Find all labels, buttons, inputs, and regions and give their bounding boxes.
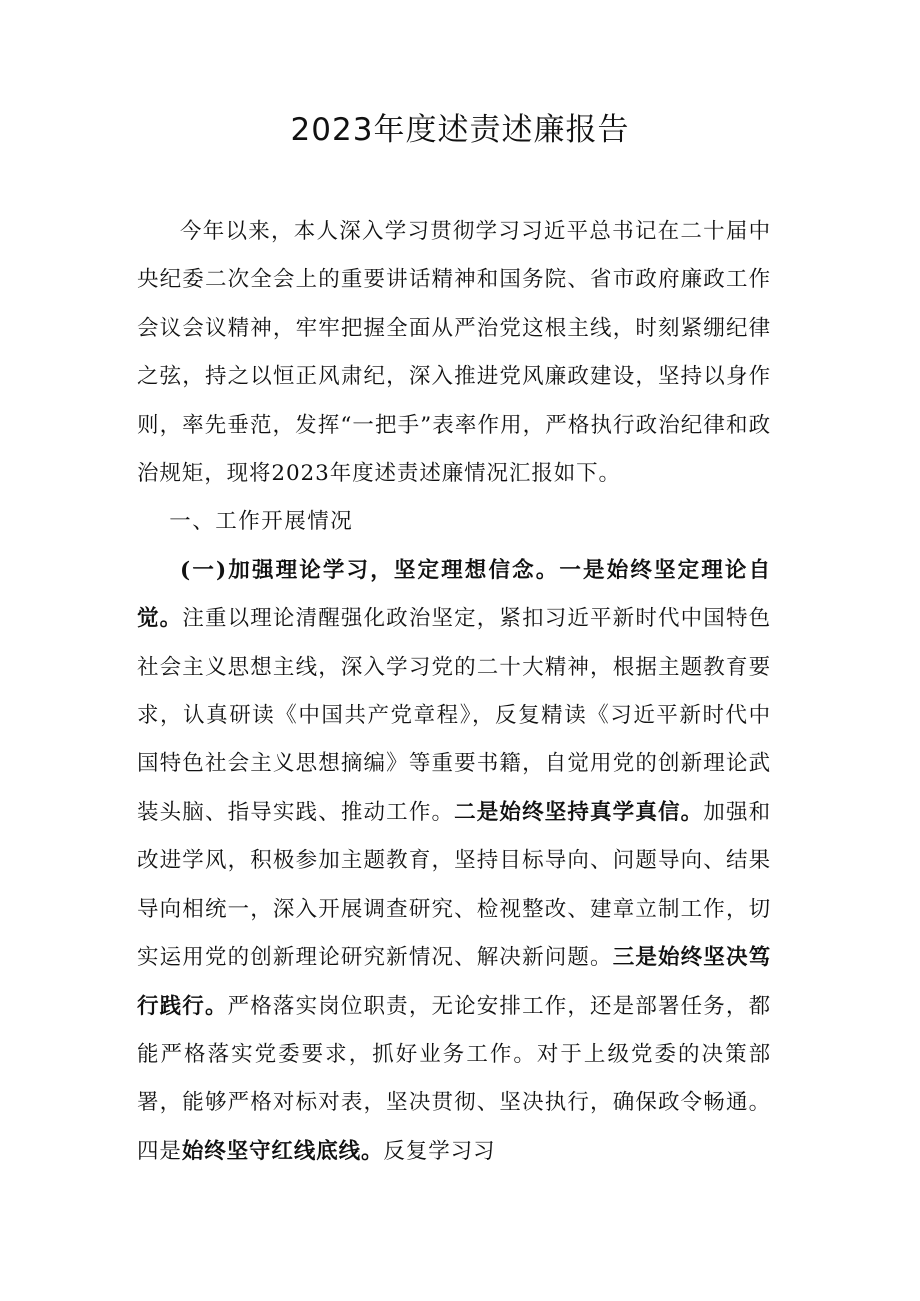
point-1-text: 注重以理论清醒强化政治坚定，紧扣习近平新时代中国特色社会主义思想主线，深入学习党的二十大精神，根据主题教育要求，认真研读《中国共产党章程》，反复精读《习近平新时代中国特色社会主义思想摘编》等重要书籍，自觉用党的创新理论武装头脑、指导实践、推动工作。 xyxy=(137,606,771,825)
document-body xyxy=(137,208,771,1176)
point-4-lead: 四是 xyxy=(137,1138,182,1164)
subsection-heading: (一)加强理论学习，坚定理想信念。 xyxy=(180,557,560,583)
point-4-text: 反复学习习 xyxy=(383,1138,496,1164)
point-3-heading: 三是始终坚决笃行践行。 xyxy=(137,945,771,1019)
point-2-heading: 二是始终坚持真学真信。 xyxy=(454,799,704,825)
point-1-heading: 一是始终坚定理论自觉。 xyxy=(137,557,771,632)
intro-paragraph: 今年以来，本人深入学习贯彻学习习近平总书记在二十届中央纪委二次全会上的重要讲话精神和国务院、省市政府廉政工作会议会议精神，牢牢把握全面从严治党这根主线，时刻紧绷纪律之弦，持之以恒正风肃纪，深入推进党风廉政建设，坚持以身作则，率先垂范，发挥“一把手”表率作用，严格执行政治纪律和政治规矩，现将2023年度述责述廉情况汇报如下。 xyxy=(137,219,771,487)
document-title: 2023年度述责述廉报告 xyxy=(290,112,630,148)
point-3-text: 严格落实岗位职责，无论安排工作，还是部署任务，都能严格落实党委要求，抓好业务工作。对于上级党委的决策部署，能够严格对标对表，坚决贯彻、坚决执行，确保政令畅通。 xyxy=(137,993,771,1116)
section-heading: 一、工作开展情况 xyxy=(169,509,354,535)
point-4-heading: 始终坚守红线底线。 xyxy=(181,1138,384,1164)
section-paragraph xyxy=(137,547,771,1176)
point-2-text: 加强和改进学风，积极参加主题教育，坚持目标导向、问题导向、结果导向相统一，深入开展调查研究、检视整改、建章立制工作，切实运用党的创新理论研究新情况、解决新问题。 xyxy=(137,799,771,971)
